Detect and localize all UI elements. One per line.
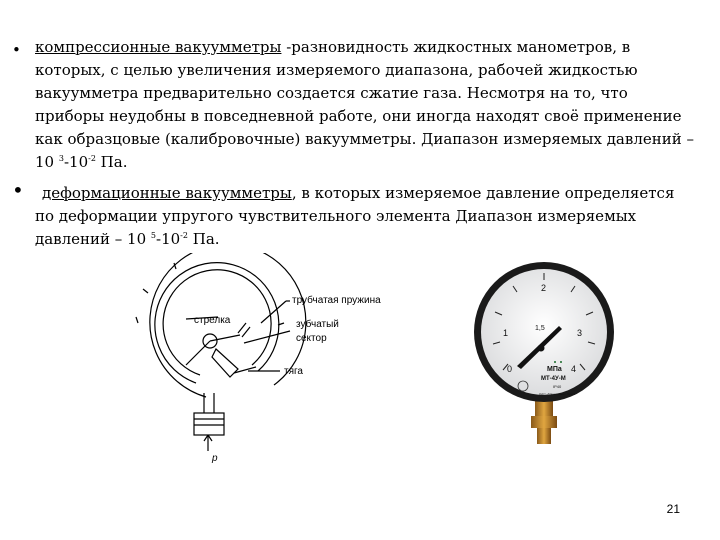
label-rod: тяга <box>284 366 303 377</box>
label-pointer: стрелка <box>194 315 231 326</box>
bourdon-gauge-diagram <box>118 253 408 465</box>
paragraph-text: , в которых измеряемое давление определяется по деформации упругого чувствительного элемента Диапазон измеряемых давлений – 10 <box>35 184 675 248</box>
paragraph-deformation-vacuum-gauges <box>35 182 695 251</box>
bullet-marker: • <box>12 178 24 202</box>
pressure-gauge-photo <box>473 258 615 448</box>
exponent: 3 <box>58 154 64 163</box>
gauge-code: IP40 <box>553 384 562 389</box>
label-gear-sector-1: зубчатый <box>296 319 339 330</box>
paragraph-text: -10 <box>156 230 181 248</box>
scale-label-1: 1 <box>503 328 509 338</box>
gauge-unit: МПа <box>547 366 562 373</box>
label-pressure: p <box>212 453 218 464</box>
exponent: -2 <box>180 231 188 240</box>
paragraph-text: -разновидность жидкостных манометров, в которых, с целью увеличения измеряемого диапазона, рабочей жидкостью вакуумметра предварительно создается сжатие газа. Несмотря на то, что приборы неудобны в повседневной работе, они иногда находят своё применение как образцовые (калибровочные) вакуумметры. Диапазон измеряемых давлений – 10 <box>35 38 694 171</box>
bullet-marker: • <box>12 41 21 59</box>
needle-hub <box>538 345 545 352</box>
label-gear-sector-2: сектор <box>296 333 327 344</box>
term-compression-vacuum-gauges: компрессионные вакуумметры <box>35 38 282 56</box>
paragraph-text: -10 <box>63 153 89 171</box>
scale-label-2: 2 <box>541 283 547 293</box>
gauge-thread <box>537 428 551 444</box>
scale-label-1-5: 1,5 <box>535 325 545 332</box>
scale-label-3: 3 <box>577 328 583 338</box>
paragraph-compression-vacuum-gauges <box>35 36 695 174</box>
gauge-model: МТ-4У-М <box>541 376 566 382</box>
exponent: 5 <box>150 231 157 240</box>
page-number: 21 <box>666 502 680 516</box>
threaded-fitting <box>194 413 224 435</box>
scale-label-4: 4 <box>571 364 577 374</box>
gauge-nut <box>531 416 557 428</box>
paragraph-text: Па. <box>95 153 128 171</box>
gauge-maker: ОАО «Манотомь» г. Томск <box>539 392 576 396</box>
paragraph-text: Па. <box>187 230 220 248</box>
pointer-needle <box>186 341 210 365</box>
label-tube-spring: трубчатая пружина <box>292 295 381 306</box>
scale-label-0: 0 <box>507 364 513 374</box>
term-deformation-vacuum-gauges: деформационные вакуумметры <box>42 184 292 202</box>
exponent: -2 <box>88 154 96 163</box>
